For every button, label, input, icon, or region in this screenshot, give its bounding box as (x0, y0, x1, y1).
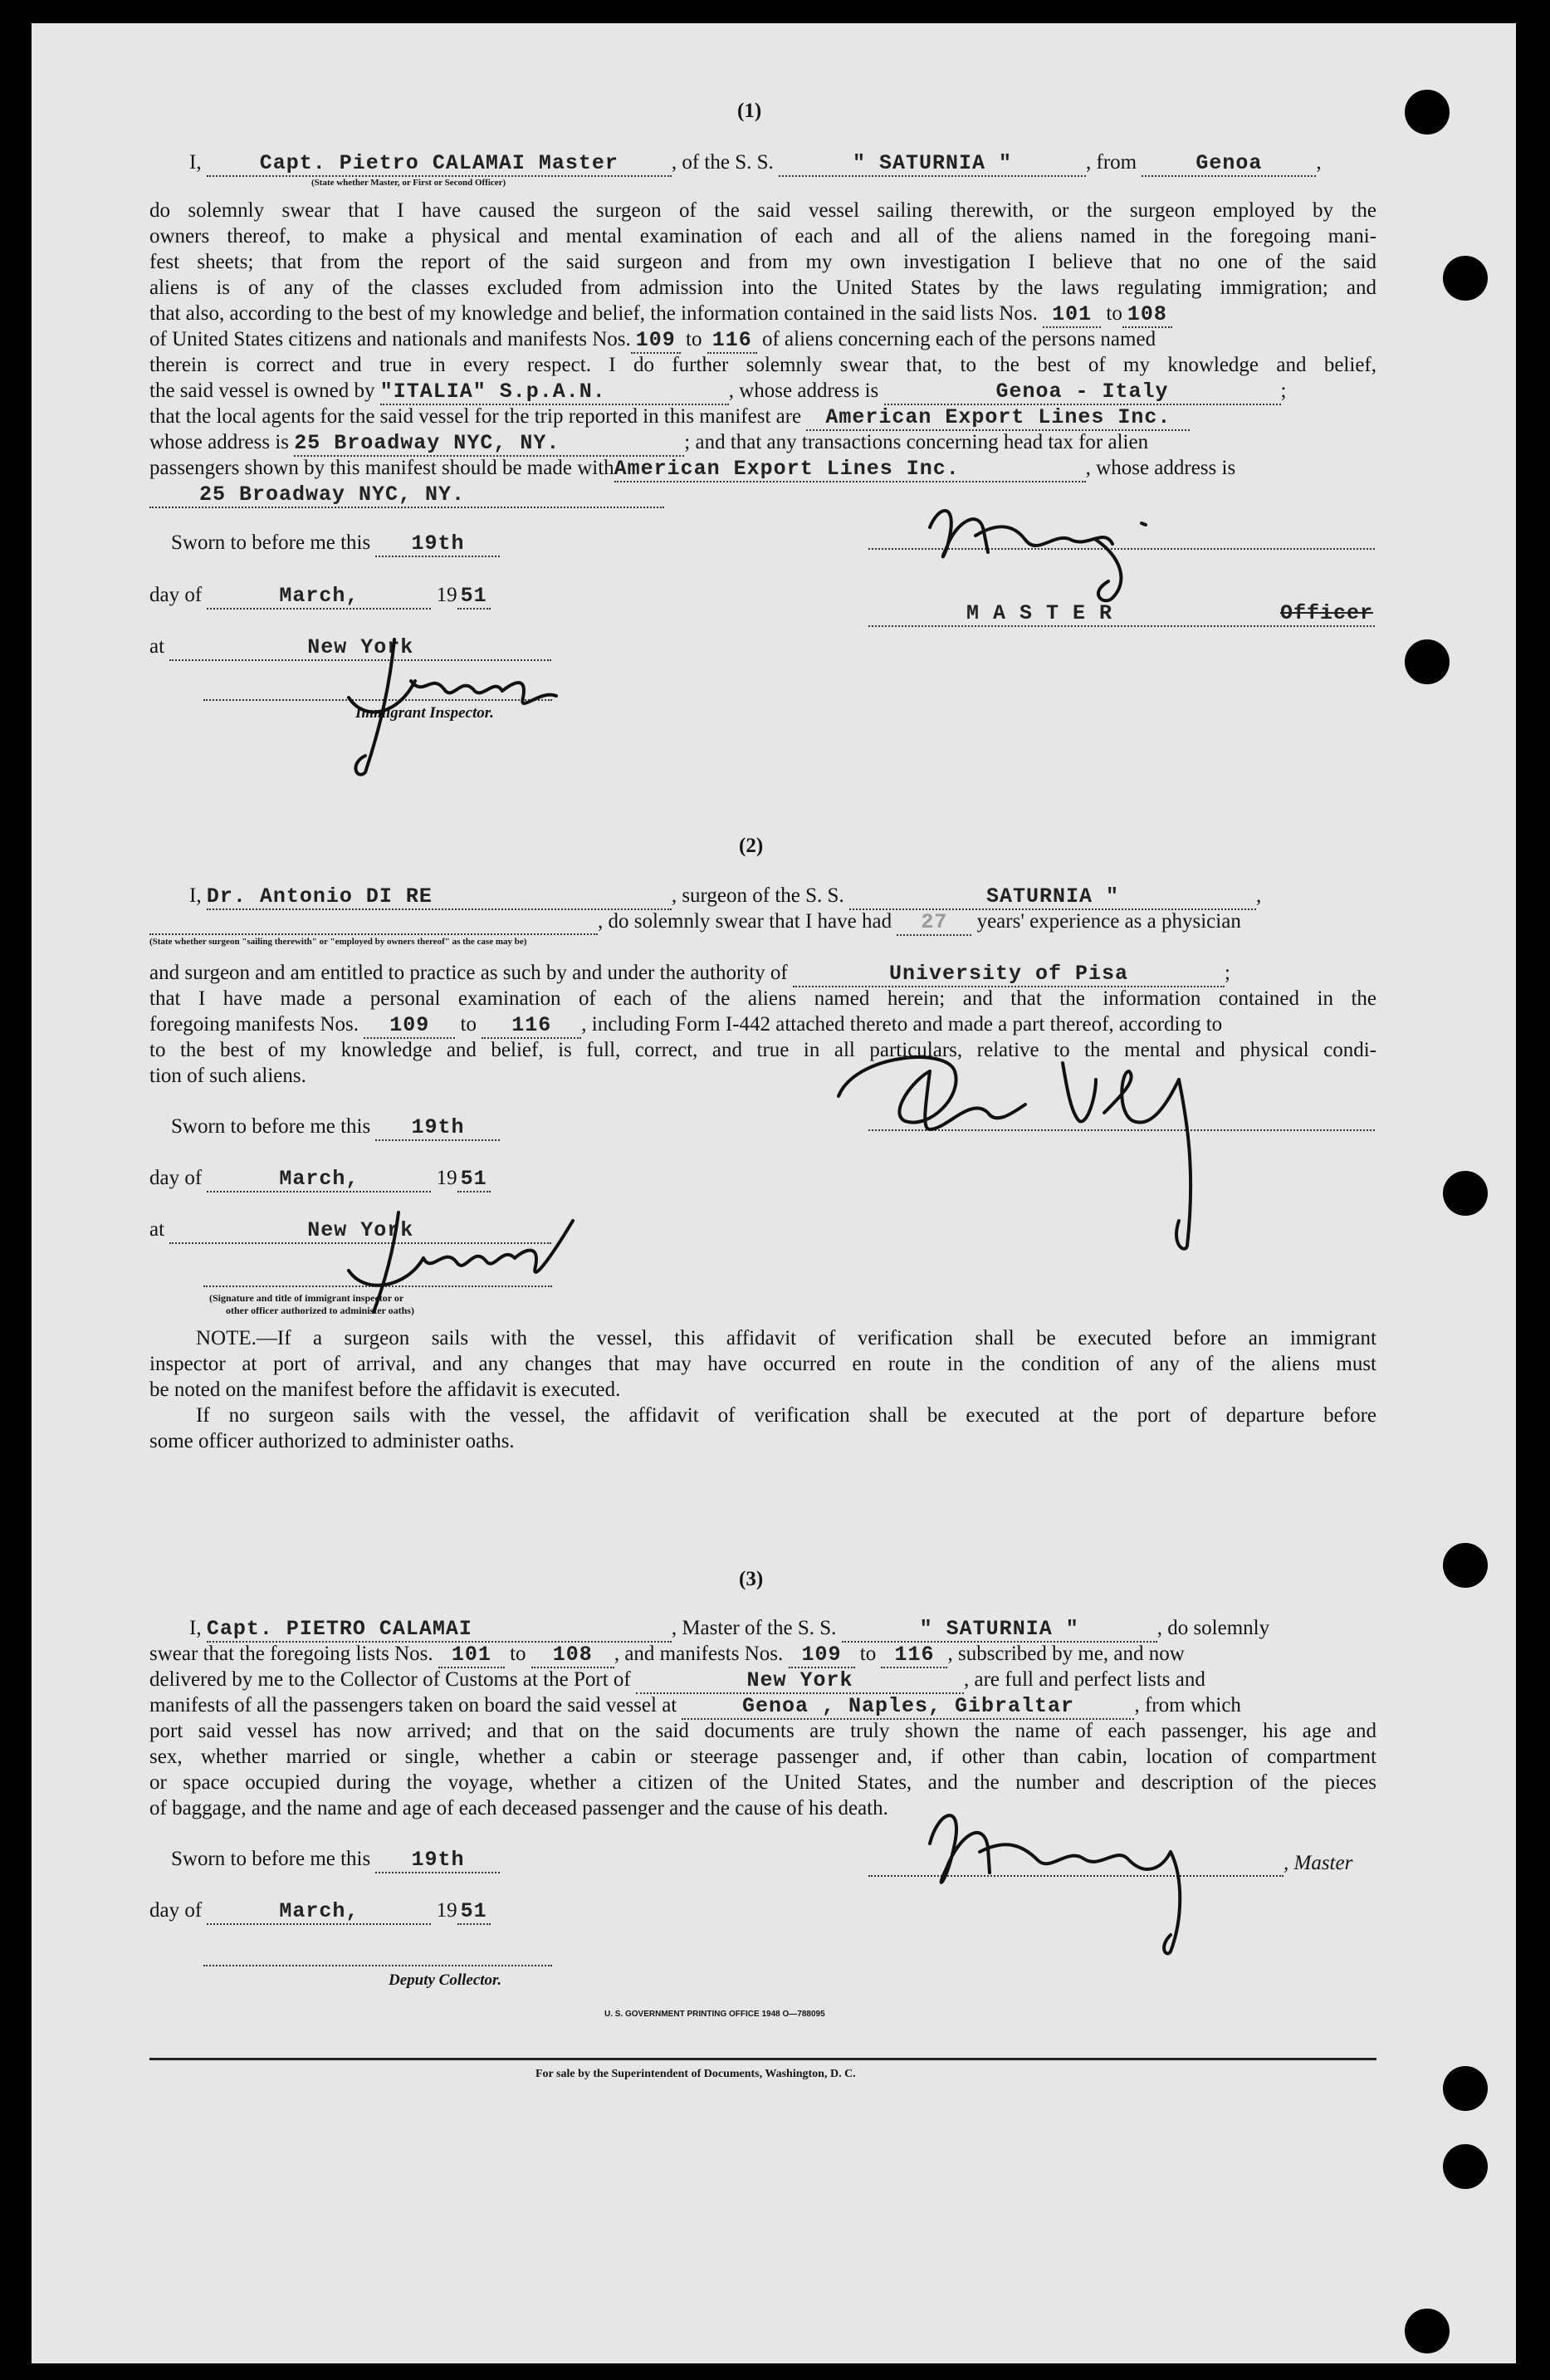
lists-to-field: 108 (531, 1643, 614, 1668)
lists-line (149, 302, 1172, 328)
manifests-to-field: 116 (482, 1013, 581, 1039)
year-prefix: 19 (436, 1899, 457, 1922)
master-signature (897, 1794, 1245, 1960)
head-tax-address-field: 25 Broadway NYC, NY. (149, 482, 664, 508)
note-line: NOTE.—If a surgeon sails with the vessel, this affidavit of verification shall be executed before an immigrant (196, 1327, 1376, 1349)
section-2-heading: (2) (739, 835, 764, 857)
to-label: to (859, 1643, 877, 1665)
day-of-label: day of (149, 584, 203, 606)
port-field: New York (636, 1668, 964, 1694)
delivered-line (149, 1668, 1205, 1694)
sig-note-2: other officer authorized to administer oaths) (226, 1305, 414, 1316)
day-of-line (149, 1899, 491, 1925)
of-the-ss-label: , of the S. S. (671, 151, 774, 174)
surgeon-line: I, Dr. Antonio DI RE , surgeon of the S. S. SATURNIA " , (189, 884, 1262, 908)
owner-address-field: Genoa - Italy (884, 380, 1281, 405)
vessel-name-field: " SATURNIA " (842, 1617, 1157, 1643)
manifests-from-field: 109 (789, 1643, 855, 1668)
manifests-tail: of aliens concerning each of the persons named (761, 328, 1156, 350)
officer-struck: Officer (1279, 601, 1373, 625)
years-text: years' experience as a physician (976, 910, 1241, 933)
master-label: , Master (1284, 1852, 1353, 1874)
swear-text: , do solemnly swear that I have had (598, 910, 892, 933)
section-1-opening-line: I, Capt. Pietro CALAMAI Master , of the S. S. " SATURNIA " , from Genoa , (189, 151, 1322, 175)
years-field: 27 (897, 910, 971, 936)
lists-to-field: 108 (1122, 302, 1172, 328)
surgeon-swear-line (149, 910, 1241, 936)
to-label: to (510, 1643, 526, 1665)
year-field: 51 (457, 1167, 491, 1192)
section-3-line: or space occupied during the voyage, whether a citizen of the United States, and the number and description of the pieces (149, 1771, 1376, 1794)
lists-from-field: 101 (438, 1643, 505, 1668)
month-field: March, (207, 1899, 431, 1925)
lists3-line (149, 1643, 1185, 1668)
surgeon-name-field: Dr. Antonio DI RE (207, 884, 672, 910)
section-3-heading: (3) (739, 1568, 764, 1590)
manifests-to-field: 116 (707, 328, 757, 354)
manifests-label: , and manifests Nos. (614, 1643, 784, 1665)
lists-from-field: 101 (1043, 302, 1101, 328)
sworn-line (171, 1115, 500, 1141)
agents-address-field: 25 Broadway NYC, NY. (294, 431, 684, 457)
delivered-label: delivered by me to the Collector of Customs at the Port of (149, 1668, 631, 1691)
owner-field: "ITALIA" S.p.A.N. (380, 380, 729, 405)
master-name-field: Capt. PIETRO CALAMAI (207, 1617, 672, 1643)
owned-by-label: the said vessel is owned by (149, 380, 375, 402)
binder-hole (1443, 1171, 1488, 1216)
authority-field: University of Pisa (793, 962, 1225, 987)
note2-line: some officer authorized to administer oaths. (149, 1430, 515, 1452)
agents-line (149, 405, 1190, 431)
head-tax-address-line (149, 482, 664, 508)
oath-line: aliens is of any of the classes excluded from admission into the United States by the laws regulating immigration; and (149, 277, 1376, 299)
binder-hole (1405, 639, 1450, 684)
solemnly-label: , do solemnly (1156, 1617, 1270, 1639)
for-sale-note: For sale by the Superintendent of Documents, Washington, D. C. (535, 2068, 856, 2080)
from-label: , from (1086, 151, 1137, 174)
agents-address-line (149, 431, 1148, 457)
oath-line: fest sheets; that from the report of the said surgeon and from my own investigation I believe that no one of the said (149, 251, 1376, 273)
manifests-to-field: 116 (881, 1643, 947, 1668)
manifests-tail: , including Form I-442 attached thereto and made a part thereof, according to (581, 1013, 1223, 1036)
to-label: to (1106, 302, 1122, 325)
best-line: to the best of my knowledge and belief, is full, correct, and true in all particulars, relative to the mental and physical condi- (149, 1039, 1376, 1061)
binder-hole (1443, 2066, 1488, 2111)
master-name-field: Capt. Pietro CALAMAI Master (207, 151, 672, 177)
agents-address-label: whose address is (149, 431, 290, 453)
section-3-line: of baggage, and the name and age of each deceased passenger and the cause of his death. (149, 1797, 888, 1819)
master-signature (905, 490, 1187, 606)
manifests-label: foregoing manifests Nos. (149, 1013, 359, 1036)
oath-line: therein is correct and true in every respect. I do further solemnly swear that, to the best of my knowledge and belief, (149, 354, 1376, 376)
agents-label: that the local agents for the said vessel for the trip reported in this manifest are (149, 405, 802, 428)
sworn-line (171, 531, 500, 557)
manifests-from-field: 109 (631, 328, 681, 354)
sworn-day-field: 19th (375, 1848, 500, 1873)
binder-hole (1443, 256, 1488, 301)
from-which-text: , from which (1134, 1694, 1241, 1716)
to-label: to (686, 328, 702, 350)
note-line: be noted on the manifest before the affidavit is executed. (149, 1379, 621, 1401)
head-tax-text: ; and that any transactions concerning head tax for alien (684, 431, 1149, 453)
manifests-from-field: 109 (364, 1013, 455, 1039)
passengers-line (149, 457, 1235, 482)
gpo-imprint: U. S. GOVERNMENT PRINTING OFFICE 1948 O—788095 (604, 2010, 825, 2019)
year-prefix: 19 (436, 584, 457, 606)
section-1-heading: (1) (737, 100, 762, 122)
agents-field: American Export Lines Inc. (806, 405, 1190, 431)
footer-rule (149, 2058, 1376, 2060)
whose-address-label: , whose address is (728, 380, 879, 402)
month-field: March, (207, 584, 431, 610)
surgeon-status-note: (State whether surgeon "sailing therewith" or "employed by owners thereof" as the case may be) (149, 937, 527, 947)
sworn-label: Sworn to before me this (171, 1115, 371, 1138)
year-field: 51 (457, 1899, 491, 1925)
day-of-line (149, 1167, 491, 1192)
year-prefix: 19 (436, 1167, 457, 1189)
sworn-label: Sworn to before me this (171, 531, 371, 554)
surgeon-of-label: , surgeon of the S. S. (671, 884, 844, 907)
master-title: M A S T E R (966, 601, 1113, 625)
binder-hole (1405, 2309, 1450, 2353)
to-label: to (460, 1013, 477, 1036)
role-note: (State whether Master, or First or Second Officer) (311, 178, 506, 188)
surgeon-manifests-line (149, 1013, 1222, 1039)
binder-hole (1443, 2144, 1488, 2189)
head-tax-party-field: American Export Lines Inc. (614, 457, 1086, 482)
whose-address-label: , whose address is (1085, 457, 1236, 479)
manifests-taken-label: manifests of all the passengers taken on board the said vessel at (149, 1694, 677, 1716)
authority-line: and surgeon and am entitled to practice as such by and under the authority of University of Pisa ; (149, 962, 1230, 986)
binder-hole (1443, 1543, 1488, 1588)
master3-line (189, 1617, 1269, 1643)
note2-line: If no surgeon sails with the vessel, the affidavit of verification shall be executed at the port of departure before (196, 1404, 1376, 1427)
passengers-label: passengers shown by this manifest should be made with (149, 457, 614, 479)
vessel-name-field: " SATURNIA " (779, 151, 1086, 177)
section-3-line: port said vessel has now arrived; and that on the said documents are truly shown the name of each passenger, his age and (149, 1720, 1376, 1742)
at-label: at (149, 1218, 165, 1241)
deputy-collector-label: Deputy Collector. (389, 1971, 502, 1989)
day-of-line (149, 584, 491, 610)
inspector-signature (332, 1196, 581, 1320)
section-3-line: sex, whether married or single, whether a cabin or steerage passenger and, if other than cabin, location of compartment (149, 1746, 1376, 1768)
oath-line: do solemnly swear that I have caused the surgeon of the said vessel sailing therewith, or the surgeon employed by the (149, 199, 1376, 222)
authority-label: and surgeon and am entitled to practice as such by and under the authority of (149, 962, 788, 984)
sworn-line (171, 1848, 500, 1873)
subscribed-text: , subscribed by me, and now (947, 1643, 1185, 1665)
surgeon-status-field (149, 910, 598, 935)
at-label: at (149, 635, 165, 658)
lists-label: that also, according to the best of my knowledge and belief, the information contained in the said lists Nos. (149, 302, 1038, 325)
departure-port-field: Genoa (1142, 151, 1316, 177)
day-of-label: day of (149, 1167, 203, 1189)
full-perfect-text: , are full and perfect lists and (964, 1668, 1205, 1691)
year-field: 51 (457, 584, 491, 610)
sworn-label: Sworn to before me this (171, 1848, 371, 1870)
pronoun-i: I, (189, 884, 202, 907)
vessel-name-field: SATURNIA " (849, 884, 1256, 910)
owner-line: the said vessel is owned by "ITALIA" S.p.A.N. , whose address is Genoa - Italy ; (149, 380, 1287, 404)
exam-line: that I have made a personal examination of each of the aliens named herein; and that the information contained in the (149, 987, 1376, 1010)
surgeon-signature (822, 1046, 1287, 1262)
pronoun-i: I, (189, 151, 202, 174)
binder-hole (1405, 90, 1450, 135)
inspector-signature (332, 631, 573, 781)
sworn-day-field: 19th (375, 1115, 500, 1141)
master-of-label: , Master of the S. S. (671, 1617, 837, 1639)
tion-line: tion of such aliens. (149, 1065, 306, 1087)
place-field: New York (169, 635, 551, 661)
taken-line (149, 1694, 1241, 1720)
ports-from-field: Genoa , Naples, Gibraltar (682, 1694, 1134, 1720)
sig-note-1: (Signature and title of immigrant inspector or (209, 1292, 404, 1304)
collector-signature-line (203, 1965, 552, 1966)
day-of-label: day of (149, 1899, 203, 1922)
pronoun-i: I, (189, 1617, 202, 1639)
month-field: March, (207, 1167, 431, 1192)
place-field: New York (169, 1218, 551, 1244)
inspector-label: Immigrant Inspector. (355, 704, 494, 722)
oath-line: owners thereof, to make a physical and mental examination of each and all of the aliens named in the foregoing mani- (149, 225, 1376, 247)
note-line: inspector at port of arrival, and any changes that may have occurred en route in the condition of any of the aliens must (149, 1353, 1376, 1375)
sworn-day-field: 19th (375, 531, 500, 557)
swear-label: swear that the foregoing lists Nos. (149, 1643, 433, 1665)
manifests-line (149, 328, 1156, 354)
manifests-label: of United States citizens and nationals and manifests Nos. (149, 328, 631, 350)
